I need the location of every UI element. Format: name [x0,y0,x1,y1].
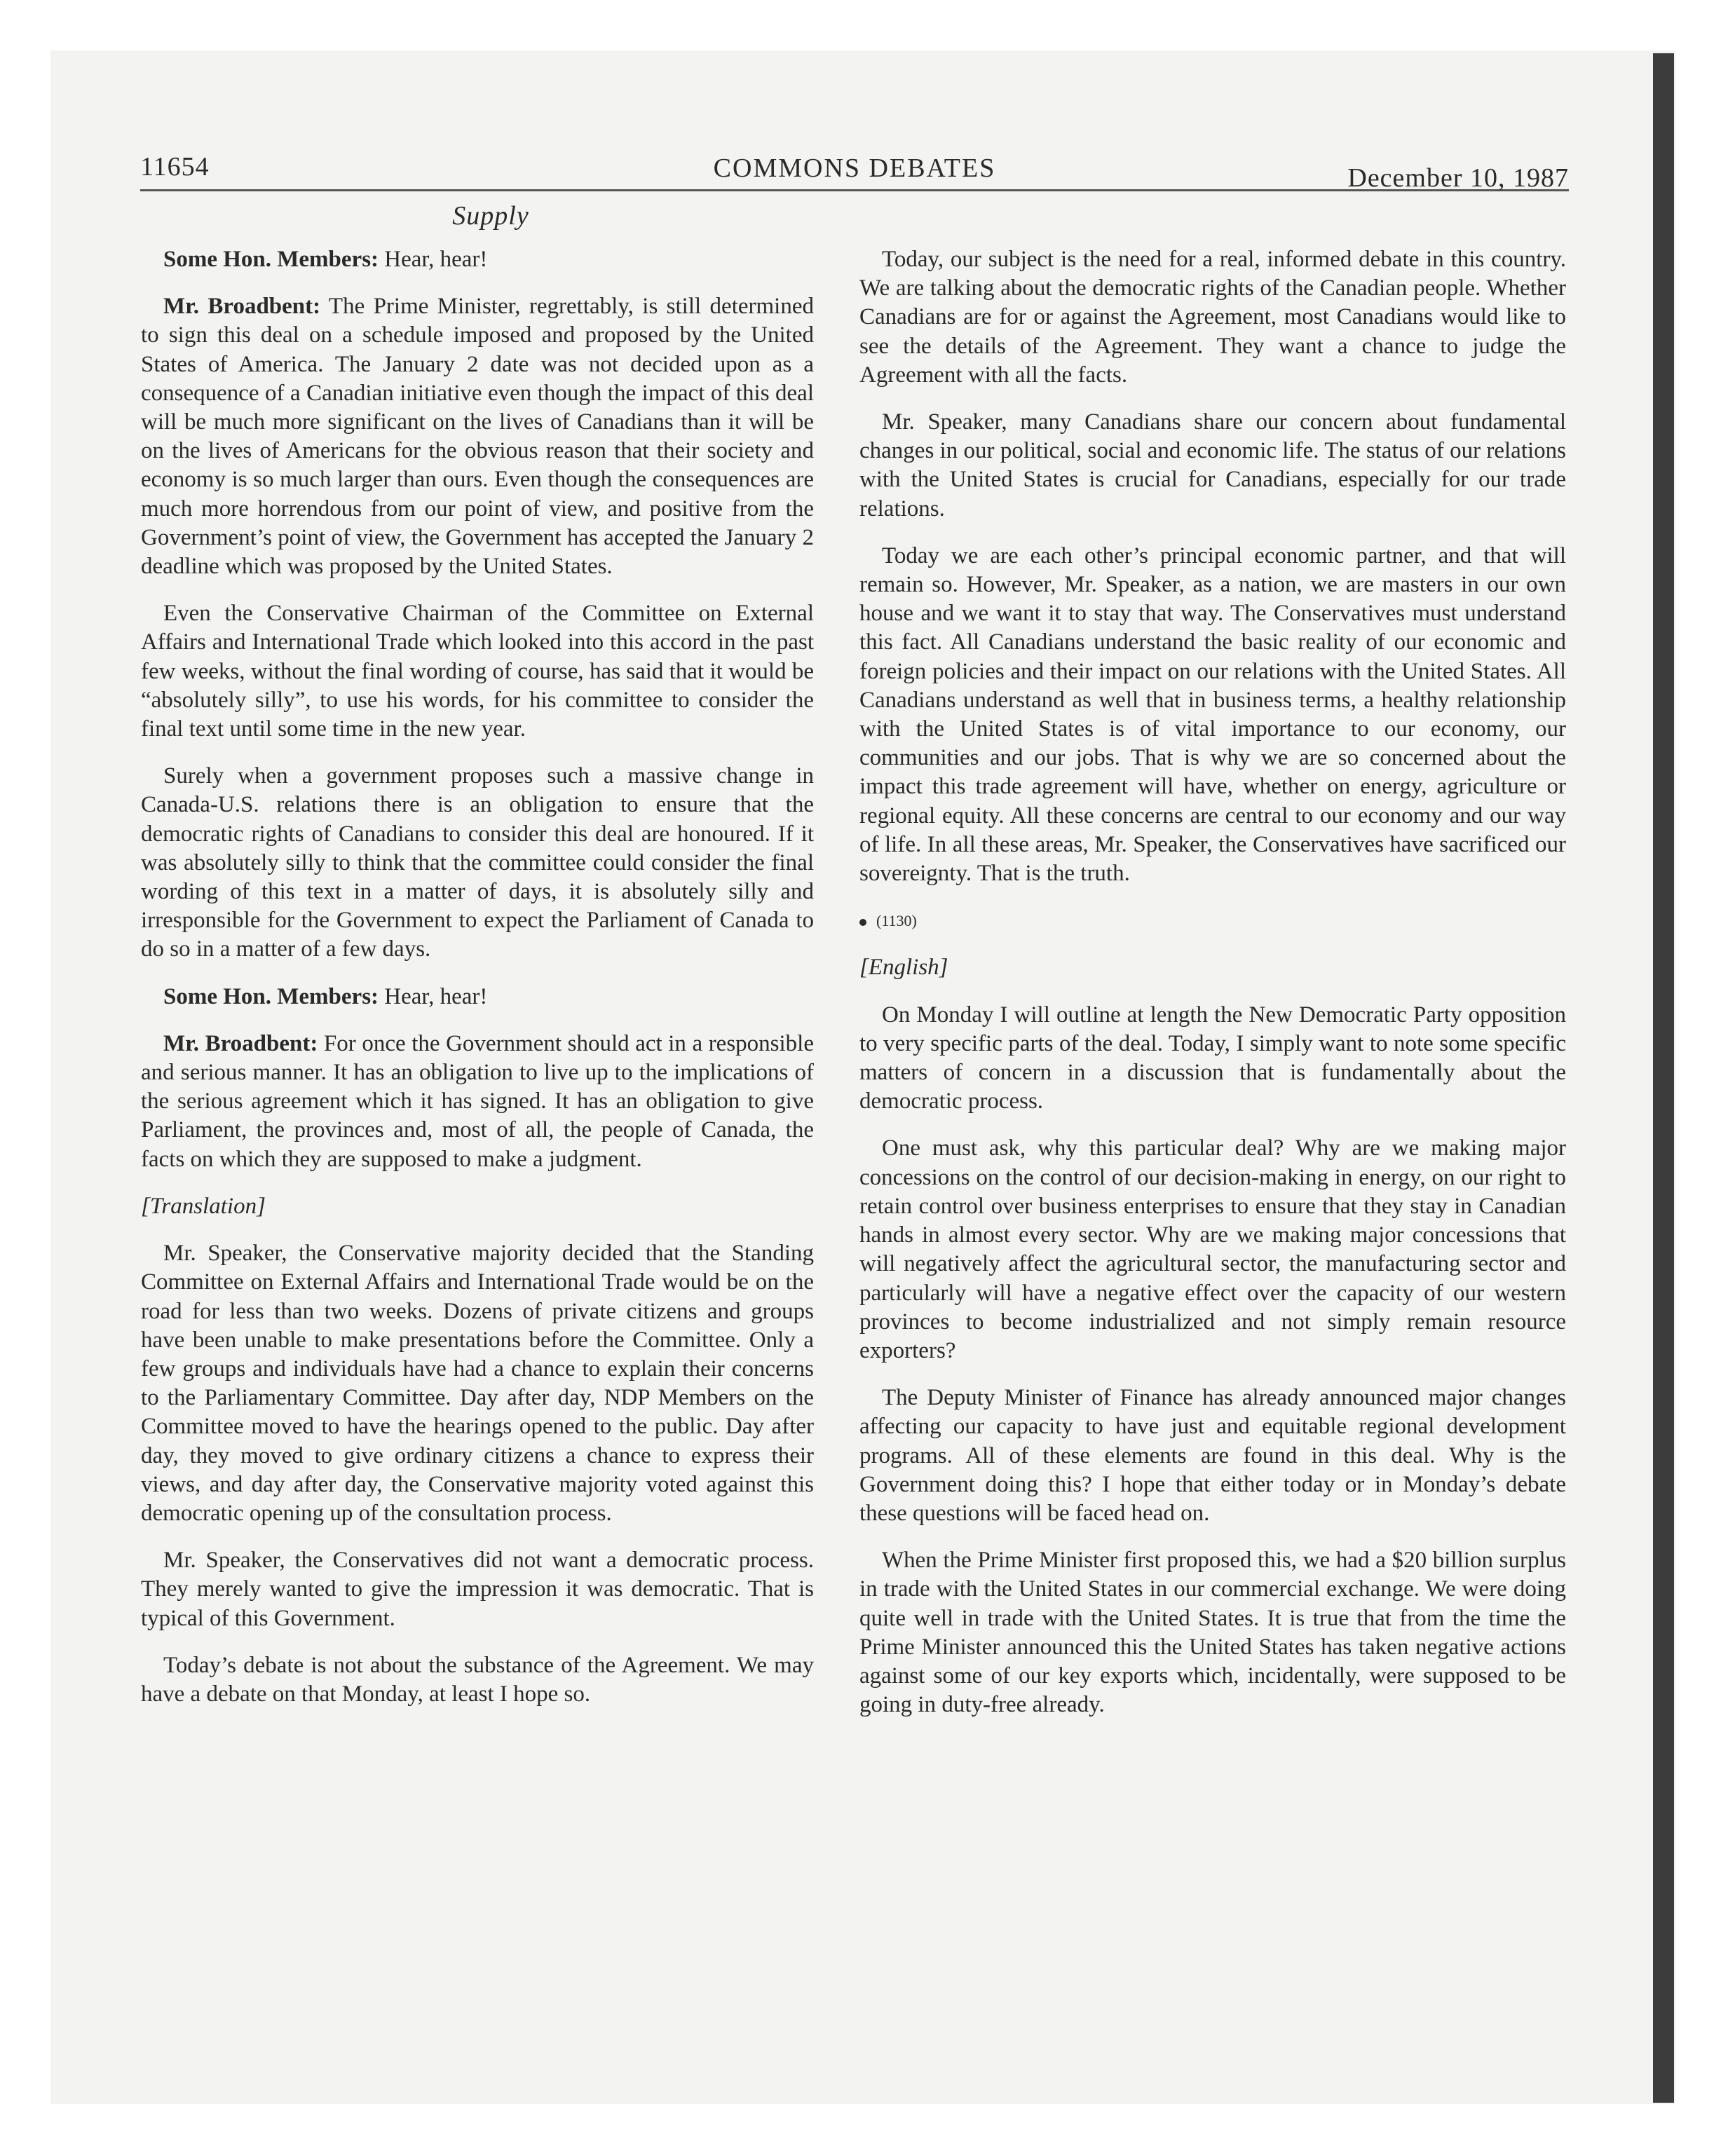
paragraph: Mr. Speaker, the Conservatives did not want a democratic process. They merely wanted to give the impression it was democratic. That is typical of this Government. [141,1548,814,1631]
publication-title: COMMONS DEBATES [713,153,996,183]
paragraph: On Monday I will outline at length the New Democratic Party opposition to very specific parts of the deal. Today, I simply want to note some specific matters of concern in a discussion that is fundamentally about the democratic process. [859,1002,1566,1114]
paragraph: One must ask, why this particular deal? Why are we making major concessions on the control of our decision-making in energy, on our right to retain control over business enterprises to ensure that they stay in Canadian hands in almost every sector. Why are we making major concessions that will negatively affect the agricultural sector, the manufacturing sector and particularly will have a negative effect over the capacity of our western provinces to become industrialized and not simply remain resource exporters? [859,1135,1566,1363]
speaker-name: Mr. Broadbent: [163,294,321,320]
speech-text: For once the Government should act in a responsible and serious manner. It has an obligation to live up to the implications of the serious agreement which it has signed. It has an obligation to give Parliament, the provinces and, most of all, the people of Canada, the facts on which they are supposed to make a judgment. [141,1030,815,1172]
left-column [141,245,814,1727]
time-marker [859,906,1566,935]
paragraph: Even the Conservative Chairman of the Committee on External Affairs and International Trade which looked into this accord in the past few weeks, without the final wording of course, has said that it would be “absolutely silly”, to use his words, for his committee to consider the final text until some time in the new year. [141,601,814,742]
speech-text: Hear, hear! [379,247,488,272]
paragraph: Today’s debate is not about the substance of the Agreement. We may have a debate on that Monday, at least I hope so. [141,1652,814,1707]
paragraph: Mr. Speaker, the Conservative majority decided that the Standing Committee on External Affairs and International Trade would be on the road for less than two weeks. Dozens of private citizens and groups have been unable to make presentations before the Committee. Only a few groups and individuals have had a chance to explain their concerns to the Parliamentary Committee. Day after day, NDP Members on the Committee moved to have the hearings opened to the public. Day after day, they moved to give ordinary citizens a chance to express their views, and day after day, the Conservative majority voted against this democratic opening up of the consultation process. [141,1241,814,1526]
speaker-name: Some Hon. Members: [163,983,379,1009]
paragraph [141,245,814,274]
paragraph [141,983,814,1011]
right-column [859,245,1566,1738]
paragraph: The Deputy Minister of Finance has already announced major changes affecting our capacity to have just and equitable regional development programs. All of these elements are found in this deal. Why is the Government doing this? I hope that either today or in Monday’s debate these questions will be faced head on. [859,1385,1566,1526]
paragraph [141,292,814,581]
paragraph: When the Prime Minister first proposed this, we had a $20 billion surplus in trade with the United States in our commercial exchange. We were doing quite well in trade with the United States. It is true that from the time the Prime Minister announced this the United States has taken negative actions against some of our key exports which, incidentally, were supposed to be going in duty-free already. [859,1548,1566,1718]
language-tag-translation: [Translation] [141,1193,266,1219]
paragraph: Today, our subject is the need for a real, informed debate in this country. We are talking about the democratic rights of the Canadian people. Whether Canadians are for or against the Agreement, most Canadians would like to see the details of the Agreement. They want a chance to judge the Agreement with all the facts. [859,247,1566,388]
speaker-name: Some Hon. Members: [163,247,379,272]
paragraph: Mr. Speaker, many Canadians share our concern about fundamental changes in our political, social and economic life. The status of our relations with the United States is crucial for Canadians, especially for our trade relations. [859,409,1566,521]
publication-date: December 10, 1987 [1347,163,1569,193]
paragraph: Today we are each other’s principal economic partner, and that will remain so. However, Mr. Speaker, as a nation, we are masters in our own house and we want it to stay that way. The Conservatives must understand this fact. All Canadians understand the basic reality of our economic and foreign policies and their impact on our relations with the United States. All Canadians understand as well that in business terms, a healthy relationship with the United States is of vital importance to our economy, our communities and our jobs. That is why we are so concerned about the impact this trade agreement will have, whether on energy, agriculture or regional equity. All these concerns are central to our economy and our way of life. In all these areas, Mr. Speaker, the Conservatives have sacrificed our sovereignty. That is the truth. [859,543,1566,887]
scan-edge-bar [1653,53,1674,2103]
bullet-dot-icon [859,919,866,926]
paragraph [141,1030,814,1174]
speech-text: Hear, hear! [379,983,488,1009]
speaker-name: Mr. Broadbent: [163,1030,318,1056]
speech-text: The Prime Minister, regrettably, is still determined to sign this deal on a schedule imposed and proposed by the United States of America. The January 2 date was not decided upon as a consequence of a Canadian initiative even though the impact of this deal will be much more significant on the lives of Canadians than it will be on the lives of Americans for the obvious reason that their society and economy is so much larger than ours. Even though the consequences are much more horrendous from our point of view, and positive from the Government’s point of view, the Government has accepted the January 2 deadline which was proposed by the United States. [141,294,814,580]
language-tag-english: [English] [859,955,948,981]
page-header [140,146,1569,191]
time-marker-text: (1130) [876,912,917,930]
section-title: Supply [452,201,529,231]
page-number: 11654 [140,152,210,182]
paragraph: Surely when a government proposes such a massive change in Canada-U.S. relations there is an obligation to ensure that the democratic rights of Canadians to consider this deal are honoured. If it was absolutely silly to think that the committee could consider the final wording of this text in a matter of days, it is absolutely silly and irresponsible for the Government to expect the Parliament of Canada to do so in a matter of a few days. [141,763,814,962]
